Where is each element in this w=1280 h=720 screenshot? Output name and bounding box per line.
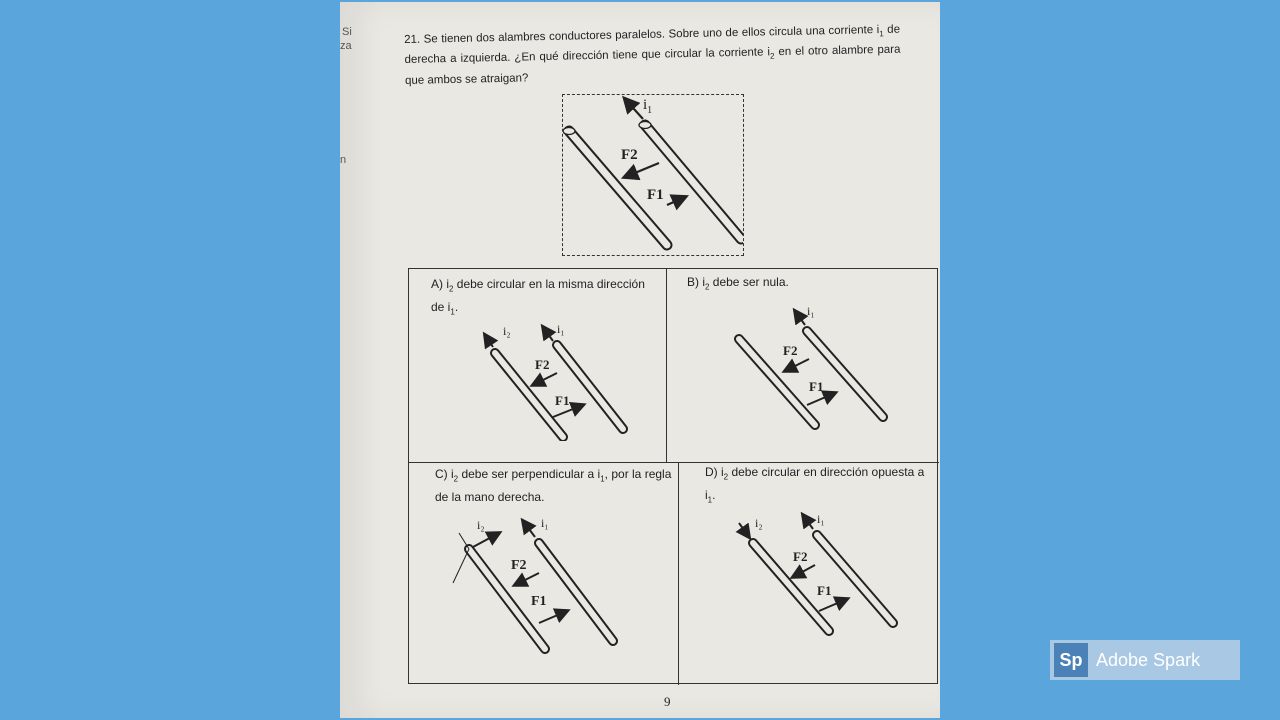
i1-label: i₁ [557, 322, 565, 336]
margin-fragment: n [340, 154, 347, 166]
force1-arrow [667, 197, 685, 205]
i2-label: i₂ [755, 516, 763, 530]
option-b-diagram [723, 299, 903, 439]
question-number: 21. [404, 33, 421, 46]
f2-label: F2 [535, 357, 550, 372]
i1-arrow [795, 311, 805, 325]
adobe-spark-badge [1050, 640, 1240, 680]
force2-arrow [533, 373, 557, 385]
i2-arrow [485, 335, 493, 347]
force2-arrow [625, 163, 659, 177]
force1-label: F1 [647, 187, 664, 203]
f1-label: F1 [555, 393, 570, 408]
perpendicular-line [453, 549, 469, 583]
option-d-text: D) $i_2$ debe circular en dirección opuesta a $i_1$. [705, 465, 925, 505]
option-a-diagram [479, 321, 639, 441]
page-number: 9 [664, 694, 671, 709]
option-d-diagram [733, 509, 913, 639]
i2-label: i₂ [477, 518, 485, 532]
option-a[interactable] [409, 269, 667, 463]
option-a-text: A) $i_2$ debe circular en la misma dirección de $i_1$. [431, 277, 645, 317]
main-figure [562, 94, 744, 256]
wire-right [639, 122, 741, 240]
force2-label: F2 [621, 147, 638, 163]
f1-label: F1 [809, 379, 824, 394]
i1-label: i₁ [807, 304, 815, 318]
option-c[interactable] [409, 463, 679, 685]
i1-arrow [543, 327, 553, 341]
exam-page [340, 2, 940, 718]
option-b-text: B) $i_2$ debe ser nula. [687, 275, 789, 292]
i2-label: i₂ [503, 324, 511, 338]
margin-fragment: za [340, 40, 352, 52]
i1-label: i₁ [541, 516, 549, 530]
i1-label: i₁ [817, 512, 825, 526]
current-label: $i_1$ [643, 97, 653, 116]
option-d[interactable] [679, 463, 939, 685]
f1-label: F1 [531, 594, 547, 609]
f2-label: F2 [783, 343, 798, 358]
i2-arrow [739, 523, 749, 537]
question-text: 21. Se tienen dos alambres conductores paralelos. Sobre uno de ellos circula una corriente $i_1$ de derecha a izquierda. ¿En qué dirección tiene que circular la corriente $i_2$ en el otro alambre para que ambos se atraigan? [404, 23, 901, 87]
option-c-diagram [449, 511, 649, 661]
force1-arrow [807, 393, 835, 405]
options-grid [408, 268, 938, 684]
i1-arrow [523, 521, 535, 537]
f2-label: F2 [511, 558, 527, 573]
current-arrow [625, 99, 643, 119]
spark-logo-icon: Sp [1054, 643, 1088, 677]
option-c-text: C) $i_2$ debe ser perpendicular a $i_1$, por la regla de la mano derecha. [435, 467, 672, 505]
main-wires-diagram [563, 95, 743, 255]
force1-arrow [539, 611, 567, 623]
i1-arrow [803, 515, 813, 529]
i2-arrow [473, 533, 499, 547]
option-b[interactable] [667, 269, 939, 463]
margin-fragment: Si [342, 26, 352, 38]
force2-arrow [515, 573, 539, 585]
force2-arrow [793, 565, 815, 577]
force2-arrow [785, 359, 809, 371]
f1-label: F1 [817, 583, 832, 598]
force1-arrow [819, 599, 847, 611]
f2-label: F2 [793, 549, 808, 564]
badge-text: Adobe Spark [1096, 649, 1201, 670]
perpendicular-line [459, 533, 469, 549]
